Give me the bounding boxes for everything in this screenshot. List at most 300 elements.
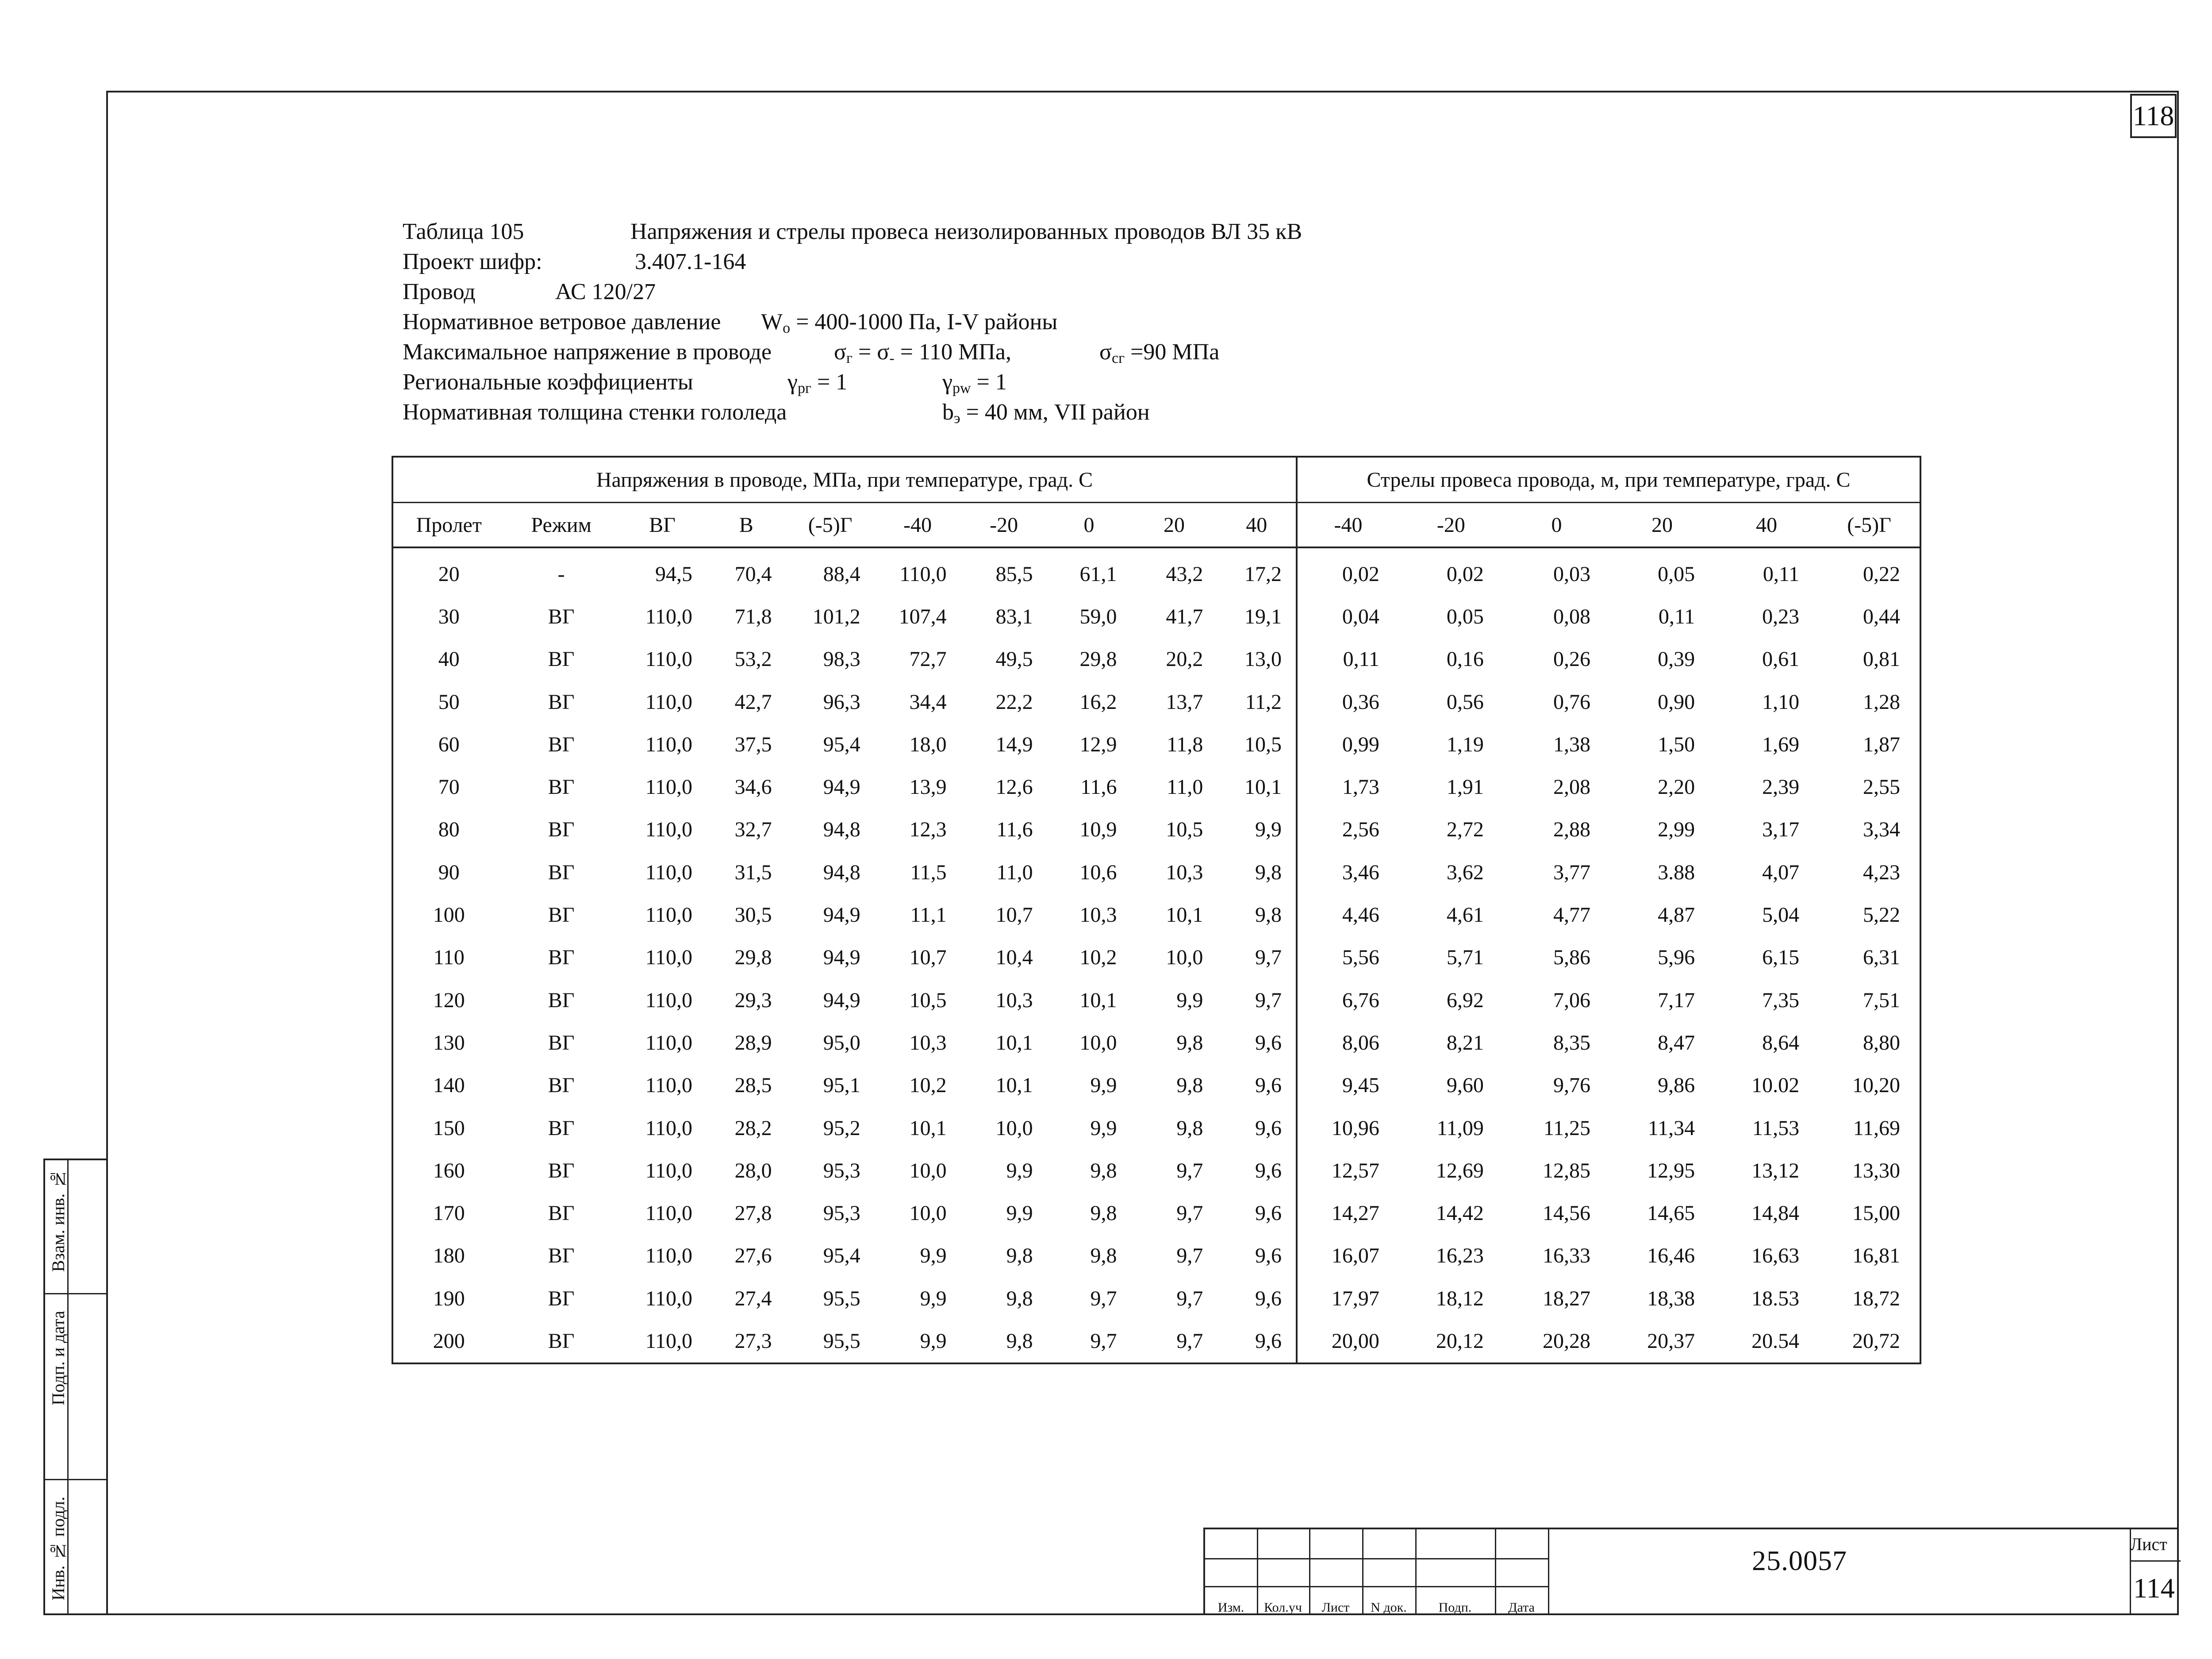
table-cell: 94,8 bbox=[823, 860, 860, 884]
table-cell: 12,9 bbox=[1079, 732, 1117, 756]
table-cell: 11,2 bbox=[1217, 681, 1297, 723]
data-table bbox=[392, 456, 1921, 1364]
table-cell: 4,46 bbox=[1342, 903, 1379, 927]
gamma2-value: $\gamma_{pw} = 1$ bbox=[942, 370, 1007, 396]
table-cell: 10,1 bbox=[1079, 988, 1117, 1012]
table-cell: 10,1 bbox=[995, 1031, 1033, 1055]
table-cell: 2,20 bbox=[1658, 775, 1695, 799]
table-cell: 2,88 bbox=[1553, 818, 1591, 842]
table-cell: 9,8 bbox=[1006, 1329, 1033, 1353]
table-cell: ВГ bbox=[548, 690, 575, 714]
table-cell: 80 bbox=[438, 818, 460, 842]
table-cell: 0,11 bbox=[1763, 562, 1800, 586]
table-cell: 13,0 bbox=[1217, 638, 1297, 681]
tb-label-data: Дата bbox=[1508, 1600, 1535, 1615]
table-cell: 10,0 bbox=[995, 1116, 1033, 1140]
table-cell: 20,28 bbox=[1543, 1329, 1591, 1353]
table-cell: 180 bbox=[433, 1244, 465, 1268]
table-cell: 11,1 bbox=[910, 903, 947, 927]
table-cell: 0,23 bbox=[1762, 604, 1800, 628]
table-cell: 0,81 bbox=[1863, 647, 1900, 671]
table-cell: 14,27 bbox=[1331, 1201, 1379, 1225]
table-cell: 110,0 bbox=[645, 946, 693, 970]
table-cell: 1,69 bbox=[1762, 732, 1800, 756]
table-cell: 20.54 bbox=[1751, 1329, 1800, 1353]
table-cell: 110,0 bbox=[645, 1031, 693, 1055]
table-cell: 10.02 bbox=[1751, 1074, 1800, 1097]
table-cell: 9,9 bbox=[1176, 988, 1203, 1012]
table-cell: 40 bbox=[438, 647, 460, 671]
table-cell: 10,0 bbox=[909, 1201, 947, 1225]
table-cell: 110,0 bbox=[645, 732, 693, 756]
table-cell: 0,04 bbox=[1342, 604, 1379, 628]
table-cell: 10,6 bbox=[1079, 860, 1117, 884]
table-cell: 29,8 bbox=[734, 946, 772, 970]
table-cell: 70,4 bbox=[734, 562, 772, 586]
column-header: Режим bbox=[504, 503, 618, 548]
table-cell: 110,0 bbox=[645, 1286, 693, 1310]
table-cell: 27,3 bbox=[734, 1329, 772, 1353]
table-row bbox=[393, 681, 1920, 723]
table-cell: 70 bbox=[438, 775, 460, 799]
table-cell: 72,7 bbox=[909, 647, 947, 671]
table-cell: 9,8 bbox=[1176, 1074, 1203, 1097]
table-cell: 9,7 bbox=[1090, 1329, 1117, 1353]
table-cell: 9,6 bbox=[1217, 1235, 1297, 1277]
table-cell: 13,7 bbox=[1166, 690, 1203, 714]
table-cell: ВГ bbox=[548, 1201, 575, 1225]
table-cell: 94,9 bbox=[823, 903, 860, 927]
table-cell: 1,50 bbox=[1658, 732, 1695, 756]
group-header-sag: Стрелы провеса провода, м, при температуре, град. С bbox=[1297, 458, 1920, 503]
table-cell: 13,9 bbox=[909, 775, 947, 799]
table-cell: 18,72 bbox=[1852, 1286, 1900, 1310]
wire-value: АС 120/27 bbox=[555, 279, 656, 304]
table-cell: 27,4 bbox=[734, 1286, 772, 1310]
table-row bbox=[393, 979, 1920, 1021]
table-cell: 2,99 bbox=[1658, 818, 1695, 842]
table-cell: 110,0 bbox=[899, 562, 947, 586]
table-cell: 9,8 bbox=[1176, 1031, 1203, 1055]
table-cell: 9,7 bbox=[1176, 1286, 1203, 1310]
table-cell: 190 bbox=[433, 1286, 465, 1310]
table-cell: 9,9 bbox=[1006, 1159, 1033, 1182]
table-cell: 101,2 bbox=[812, 604, 860, 628]
table-cell: 5,04 bbox=[1762, 903, 1800, 927]
table-row bbox=[393, 1320, 1920, 1362]
table-cell: 3.88 bbox=[1658, 860, 1695, 884]
table-cell: 13,30 bbox=[1852, 1159, 1900, 1182]
table-cell: 0,39 bbox=[1658, 647, 1695, 671]
table-cell: 14,56 bbox=[1543, 1201, 1591, 1225]
column-header: 40 bbox=[1714, 503, 1819, 548]
ice-label: Нормативная толщина стенки гололеда bbox=[403, 400, 787, 425]
table-cell: 95,1 bbox=[823, 1074, 860, 1097]
table-cell: 20 bbox=[438, 562, 460, 586]
table-cell: 20,00 bbox=[1331, 1329, 1379, 1353]
sheet-number: 114 bbox=[2133, 1572, 2175, 1604]
table-cell: 90 bbox=[438, 860, 460, 884]
table-cell: 11,6 bbox=[1080, 775, 1117, 799]
table-cell: 9,6 bbox=[1217, 1021, 1297, 1064]
table-cell: 88,4 bbox=[823, 562, 860, 586]
column-header: В bbox=[707, 503, 786, 548]
table-cell: 94,9 bbox=[823, 946, 860, 970]
table-cell: ВГ bbox=[548, 1116, 575, 1140]
table-row bbox=[393, 723, 1920, 766]
table-cell: 18,12 bbox=[1436, 1286, 1484, 1310]
table-cell: 16,33 bbox=[1543, 1244, 1591, 1268]
table-cell: 28,2 bbox=[734, 1116, 772, 1140]
table-cell: 0,02 bbox=[1342, 562, 1379, 586]
stress-value: $\sigma_г = \sigma_- = 110$ МПа, bbox=[834, 339, 1011, 366]
document-number: 25.0057 bbox=[1752, 1545, 1847, 1576]
project-code: 3.407.1-164 bbox=[635, 249, 746, 274]
table-cell: 8,35 bbox=[1553, 1031, 1591, 1055]
table-cell: 12,3 bbox=[909, 818, 947, 842]
table-cell: 0,44 bbox=[1863, 604, 1900, 628]
table-cell: ВГ bbox=[548, 604, 575, 628]
table-cell: 1,87 bbox=[1863, 732, 1900, 756]
table-cell: 140 bbox=[433, 1074, 465, 1097]
table-cell: 11,5 bbox=[910, 860, 947, 884]
table-cell: 32,7 bbox=[734, 818, 772, 842]
table-cell: ВГ bbox=[548, 1159, 575, 1182]
table-row bbox=[393, 893, 1920, 936]
table-cell: 110,0 bbox=[645, 988, 693, 1012]
table-cell: 0,11 bbox=[1658, 604, 1695, 628]
table-cell: 11,0 bbox=[996, 860, 1033, 884]
table-cell: 110,0 bbox=[645, 1116, 693, 1140]
table-cell: 11,53 bbox=[1752, 1116, 1800, 1140]
table-cell: 22,2 bbox=[995, 690, 1033, 714]
table-cell: 16,81 bbox=[1852, 1244, 1900, 1268]
table-cell: 14,84 bbox=[1751, 1201, 1800, 1225]
table-cell: 9,7 bbox=[1176, 1329, 1203, 1353]
table-cell: 9,9 bbox=[920, 1286, 947, 1310]
table-cell: - bbox=[557, 562, 565, 586]
page-number-top: 118 bbox=[2130, 94, 2177, 138]
table-cell: 10,7 bbox=[909, 946, 947, 970]
table-cell: 5,71 bbox=[1446, 946, 1484, 970]
table-cell: 6,76 bbox=[1342, 988, 1379, 1012]
table-cell: 11,69 bbox=[1853, 1116, 1900, 1140]
table-cell: 29,3 bbox=[734, 988, 772, 1012]
table-cell: 6,92 bbox=[1446, 988, 1484, 1012]
table-cell: 9,8 bbox=[1006, 1286, 1033, 1310]
table-cell: 12,69 bbox=[1436, 1159, 1484, 1182]
table-cell: 10,20 bbox=[1852, 1074, 1900, 1097]
table-cell: 1,91 bbox=[1446, 775, 1484, 799]
table-cell: 10,0 bbox=[909, 1159, 947, 1182]
table-cell: 16,46 bbox=[1647, 1244, 1695, 1268]
table-cell: 1,10 bbox=[1762, 690, 1800, 714]
column-header: 0 bbox=[1503, 503, 1610, 548]
table-cell: 98,3 bbox=[823, 647, 860, 671]
table-cell: 110,0 bbox=[645, 1244, 693, 1268]
table-cell: 9,6 bbox=[1217, 1277, 1297, 1320]
table-cell: 16,2 bbox=[1079, 690, 1117, 714]
table-cell: 10,96 bbox=[1331, 1116, 1379, 1140]
table-cell: 9,76 bbox=[1553, 1074, 1591, 1097]
table-cell: 10,1 bbox=[909, 1116, 947, 1140]
table-cell: 9,7 bbox=[1090, 1286, 1117, 1310]
table-cell: ВГ bbox=[548, 775, 575, 799]
table-cell: 60 bbox=[438, 732, 460, 756]
table-cell: 37,5 bbox=[734, 732, 772, 756]
table-cell: 160 bbox=[433, 1159, 465, 1182]
table-cell: 9,8 bbox=[1176, 1116, 1203, 1140]
table-cell: 11,6 bbox=[996, 818, 1033, 842]
table-cell: 1,73 bbox=[1342, 775, 1379, 799]
table-row bbox=[393, 638, 1920, 681]
table-cell: 10,3 bbox=[1079, 903, 1117, 927]
table-cell: 200 bbox=[433, 1329, 465, 1353]
table-cell: 95,5 bbox=[823, 1329, 860, 1353]
table-cell: 2,39 bbox=[1762, 775, 1800, 799]
table-cell: 9,8 bbox=[1217, 893, 1297, 936]
table-cell: 9,9 bbox=[1006, 1201, 1033, 1225]
table-row bbox=[393, 851, 1920, 893]
table-cell: 9,9 bbox=[920, 1244, 947, 1268]
table-cell: 83,1 bbox=[995, 604, 1033, 628]
table-cell: ВГ bbox=[548, 988, 575, 1012]
table-cell: 43,2 bbox=[1166, 562, 1203, 586]
table-cell: 7,51 bbox=[1863, 988, 1900, 1012]
group-header-stress: Напряжения в проводе, МПа, при температуре, град. С bbox=[393, 458, 1297, 503]
table-cell: 5,96 bbox=[1658, 946, 1695, 970]
table-cell: ВГ bbox=[548, 1286, 575, 1310]
table-cell: 0,16 bbox=[1446, 647, 1484, 671]
column-header: -40 bbox=[1297, 503, 1399, 548]
table-cell: 50 bbox=[438, 690, 460, 714]
table-cell: 30,5 bbox=[734, 903, 772, 927]
project-label: Проект шифр: bbox=[403, 249, 542, 274]
table-cell: 120 bbox=[433, 988, 465, 1012]
table-cell: 10,0 bbox=[1079, 1031, 1117, 1055]
table-cell: 5,86 bbox=[1553, 946, 1591, 970]
column-header: Пролет bbox=[393, 503, 504, 548]
table-cell: ВГ bbox=[548, 1074, 575, 1097]
tb-label-izm: Изм. bbox=[1217, 1600, 1244, 1615]
table-cell: 0,56 bbox=[1446, 690, 1484, 714]
table-cell: 9,7 bbox=[1176, 1244, 1203, 1268]
table-cell: ВГ bbox=[548, 1244, 575, 1268]
table-cell: 61,1 bbox=[1079, 562, 1117, 586]
table-cell: 31,5 bbox=[734, 860, 772, 884]
table-cell: 9,45 bbox=[1342, 1074, 1379, 1097]
table-cell: 10,4 bbox=[995, 946, 1033, 970]
table-title: Напряжения и стрелы провеса неизолированных проводов ВЛ 35 кВ bbox=[630, 219, 1302, 244]
table-cell: 11,25 bbox=[1543, 1116, 1591, 1140]
table-cell: 96,3 bbox=[823, 690, 860, 714]
table-cell: 20,2 bbox=[1166, 647, 1203, 671]
table-cell: 0,11 bbox=[1343, 647, 1379, 671]
table-cell: 0,76 bbox=[1553, 690, 1591, 714]
table-row bbox=[393, 1235, 1920, 1277]
table-cell: 12,6 bbox=[995, 775, 1033, 799]
column-header: -40 bbox=[875, 503, 961, 548]
table-cell: 18.53 bbox=[1751, 1286, 1800, 1310]
side-label-vzam: Взам. инв. № bbox=[48, 1169, 68, 1272]
table-cell: 9,9 bbox=[920, 1329, 947, 1353]
column-header: ВГ bbox=[618, 503, 707, 548]
table-row bbox=[393, 1192, 1920, 1234]
tb-label-ndok: N док. bbox=[1371, 1600, 1407, 1615]
table-cell: 10,5 bbox=[909, 988, 947, 1012]
table-cell: 5,56 bbox=[1342, 946, 1379, 970]
sheet-label: Лист bbox=[2130, 1534, 2167, 1554]
table-cell: 0,02 bbox=[1446, 562, 1484, 586]
table-cell: 3,46 bbox=[1342, 860, 1379, 884]
table-cell: 94,5 bbox=[655, 562, 693, 586]
table-cell: 110,0 bbox=[645, 775, 693, 799]
table-cell: 9,9 bbox=[1217, 808, 1297, 851]
table-cell: 3,34 bbox=[1863, 818, 1900, 842]
table-cell: 10,0 bbox=[1166, 946, 1203, 970]
table-cell: 0,36 bbox=[1342, 690, 1379, 714]
table-cell: 10,1 bbox=[1217, 766, 1297, 808]
table-cell: 9,8 bbox=[1090, 1159, 1117, 1182]
table-cell: 7,17 bbox=[1658, 988, 1695, 1012]
table-cell: 14,42 bbox=[1436, 1201, 1484, 1225]
table-cell: 10,2 bbox=[1079, 946, 1117, 970]
table-cell: 20,12 bbox=[1436, 1329, 1484, 1353]
table-cell: 71,8 bbox=[734, 604, 772, 628]
table-cell: 9,6 bbox=[1217, 1320, 1297, 1362]
table-cell: 95,4 bbox=[823, 732, 860, 756]
column-header: -20 bbox=[1399, 503, 1503, 548]
table-cell: 29,8 bbox=[1079, 647, 1117, 671]
table-cell: 20,72 bbox=[1852, 1329, 1900, 1353]
table-cell: 85,5 bbox=[995, 562, 1033, 586]
table-cell: 4,07 bbox=[1762, 860, 1800, 884]
table-row bbox=[393, 1107, 1920, 1149]
table-cell: 10,9 bbox=[1079, 818, 1117, 842]
table-cell: 9,86 bbox=[1658, 1074, 1695, 1097]
table-cell: 10,3 bbox=[1166, 860, 1203, 884]
table-cell: ВГ bbox=[548, 1031, 575, 1055]
table-cell: 2,56 bbox=[1342, 818, 1379, 842]
table-cell: 10,3 bbox=[995, 988, 1033, 1012]
table-row bbox=[393, 1149, 1920, 1192]
table-cell: 7,35 bbox=[1762, 988, 1800, 1012]
table-cell: 9,7 bbox=[1217, 979, 1297, 1021]
column-header: 0 bbox=[1047, 503, 1131, 548]
table-cell: 12,85 bbox=[1543, 1159, 1591, 1182]
table-cell: 49,5 bbox=[995, 647, 1033, 671]
table-cell: 16,63 bbox=[1751, 1244, 1800, 1268]
table-cell: 9,6 bbox=[1217, 1107, 1297, 1149]
table-cell: 100 bbox=[433, 903, 465, 927]
table-cell: ВГ bbox=[548, 1329, 575, 1353]
table-cell: 10,5 bbox=[1166, 818, 1203, 842]
table-cell: ВГ bbox=[548, 647, 575, 671]
table-cell: 1,19 bbox=[1446, 732, 1484, 756]
column-header: -20 bbox=[961, 503, 1047, 548]
column-header: 20 bbox=[1131, 503, 1217, 548]
table-cell: 110,0 bbox=[645, 1159, 693, 1182]
table-cell: 8,06 bbox=[1342, 1031, 1379, 1055]
table-cell: 11,34 bbox=[1647, 1116, 1695, 1140]
table-cell: 9,9 bbox=[1090, 1074, 1117, 1097]
title-block bbox=[1203, 1528, 2179, 1615]
table-cell: 28,0 bbox=[734, 1159, 772, 1182]
table-cell: 12,57 bbox=[1331, 1159, 1379, 1182]
table-cell: 170 bbox=[433, 1201, 465, 1225]
table-row bbox=[393, 1021, 1920, 1064]
table-cell: 110,0 bbox=[645, 647, 693, 671]
regional-label: Региональные коэффициенты bbox=[403, 370, 693, 395]
table-cell: 110 bbox=[433, 946, 465, 970]
table-cell: 95,3 bbox=[823, 1201, 860, 1225]
table-cell: 9,7 bbox=[1176, 1159, 1203, 1182]
table-cell: 16,07 bbox=[1331, 1244, 1379, 1268]
table-cell: 17,97 bbox=[1331, 1286, 1379, 1310]
column-header: 20 bbox=[1610, 503, 1714, 548]
table-cell: 94,9 bbox=[823, 775, 860, 799]
table-row bbox=[393, 1064, 1920, 1107]
side-label-podp: Подп. и дата bbox=[48, 1311, 68, 1405]
table-cell: 4,87 bbox=[1658, 903, 1695, 927]
table-cell: 59,0 bbox=[1079, 604, 1117, 628]
stress2-value: $\sigma_{сг} =90$ МПа bbox=[1099, 339, 1220, 366]
table-cell: 9,8 bbox=[1217, 851, 1297, 893]
table-row bbox=[393, 766, 1920, 808]
table-cell: 1,28 bbox=[1863, 690, 1900, 714]
table-cell: 110,0 bbox=[645, 860, 693, 884]
table-cell: 3,77 bbox=[1553, 860, 1591, 884]
wind-value: $W_о = 400-1000$ Па, I-V районы bbox=[761, 309, 1058, 336]
column-header: (-5)Г bbox=[786, 503, 875, 548]
table-cell: 110,0 bbox=[645, 903, 693, 927]
table-cell: 9,8 bbox=[1090, 1201, 1117, 1225]
table-cell: 41,7 bbox=[1166, 604, 1203, 628]
table-cell: 110,0 bbox=[645, 690, 693, 714]
table-row bbox=[393, 595, 1920, 638]
table-cell: 10,7 bbox=[995, 903, 1033, 927]
table-cell: 94,9 bbox=[823, 988, 860, 1012]
table-cell: 2,55 bbox=[1863, 775, 1900, 799]
table-cell: ВГ bbox=[548, 903, 575, 927]
table-cell: 95,3 bbox=[823, 1159, 860, 1182]
table-cell: 9,9 bbox=[1090, 1116, 1117, 1140]
table-cell: 13,12 bbox=[1751, 1159, 1800, 1182]
table-cell: 2,72 bbox=[1446, 818, 1484, 842]
table-cell: 9,8 bbox=[1006, 1244, 1033, 1268]
table-cell: 11,8 bbox=[1167, 732, 1203, 756]
table-cell: 18,27 bbox=[1543, 1286, 1591, 1310]
table-cell: 11,09 bbox=[1436, 1116, 1484, 1140]
wire-label: Провод bbox=[403, 279, 476, 304]
stress-label: Максимальное напряжение в проводе bbox=[403, 339, 772, 365]
table-cell: 9,7 bbox=[1217, 936, 1297, 979]
table-cell: 8,80 bbox=[1863, 1031, 1900, 1055]
table-cell: 5,22 bbox=[1863, 903, 1900, 927]
table-cell: 14,65 bbox=[1647, 1201, 1695, 1225]
table-cell: 6,31 bbox=[1863, 946, 1900, 970]
table-cell: 95,2 bbox=[823, 1116, 860, 1140]
table-cell: 8,21 bbox=[1446, 1031, 1484, 1055]
table-cell: 110,0 bbox=[645, 1201, 693, 1225]
table-cell: 9,6 bbox=[1217, 1064, 1297, 1107]
table-cell: 8,64 bbox=[1762, 1031, 1800, 1055]
table-cell: 9,8 bbox=[1090, 1244, 1117, 1268]
table-cell: 53,2 bbox=[734, 647, 772, 671]
table-row bbox=[393, 808, 1920, 851]
table-cell: 130 bbox=[433, 1031, 465, 1055]
table-row bbox=[393, 1277, 1920, 1320]
